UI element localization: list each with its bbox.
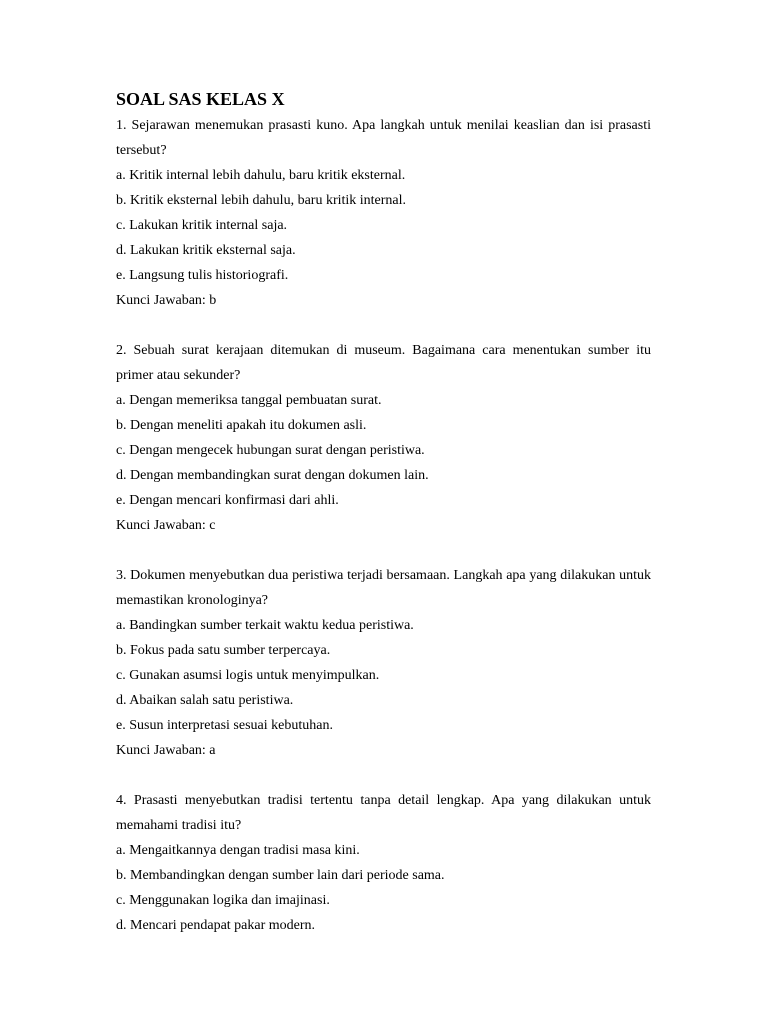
question-4 [116,788,651,938]
option-d: d. Dengan membandingkan surat dengan dokumen lain. [116,468,429,483]
option-a: a. Bandingkan sumber terkait waktu kedua peristiwa. [116,618,414,633]
option-a: a. Dengan memeriksa tanggal pembuatan surat. [116,393,382,408]
question-1 [116,113,651,313]
option-c: c. Menggunakan logika dan imajinasi. [116,893,330,908]
option-d: d. Abaikan salah satu peristiwa. [116,693,294,708]
option-a: a. Mengaitkannya dengan tradisi masa kini. [116,843,360,858]
answer-key: Kunci Jawaban: a [116,743,216,758]
question-text: 3. Dokumen menyebutkan dua peristiwa terjadi bersamaan. Langkah apa yang dilakukan untuk memastikan kronologinya? [116,568,651,608]
question-text: 4. Prasasti menyebutkan tradisi tertentu tanpa detail lengkap. Apa yang dilakukan untuk memahami tradisi itu? [116,793,651,833]
option-b: b. Dengan meneliti apakah itu dokumen asli. [116,418,367,433]
option-c: c. Lakukan kritik internal saja. [116,218,288,233]
document-page [116,84,651,938]
question-text: 1. Sejarawan menemukan prasasti kuno. Apa langkah untuk menilai keaslian dan isi prasasti tersebut? [116,118,651,158]
answer-key: Kunci Jawaban: b [116,293,217,308]
option-a: a. Kritik internal lebih dahulu, baru kritik eksternal. [116,168,406,183]
option-b: b. Kritik eksternal lebih dahulu, baru kritik internal. [116,193,407,208]
option-e: e. Langsung tulis historiografi. [116,268,289,283]
question-2 [116,338,651,538]
option-c: c. Gunakan asumsi logis untuk menyimpulkan. [116,668,380,683]
question-text: 2. Sebuah surat kerajaan ditemukan di museum. Bagaimana cara menentukan sumber itu primer atau sekunder? [116,343,651,383]
question-3 [116,563,651,763]
document-title: SOAL SAS KELAS X [116,89,285,109]
answer-key: Kunci Jawaban: c [116,518,216,533]
option-e: e. Dengan mencari konfirmasi dari ahli. [116,493,339,508]
option-e: e. Susun interpretasi sesuai kebutuhan. [116,718,333,733]
option-b: b. Fokus pada satu sumber terpercaya. [116,643,331,658]
option-d: d. Lakukan kritik eksternal saja. [116,243,296,258]
option-c: c. Dengan mengecek hubungan surat dengan peristiwa. [116,443,425,458]
option-b: b. Membandingkan dengan sumber lain dari periode sama. [116,868,445,883]
option-d: d. Mencari pendapat pakar modern. [116,918,316,933]
